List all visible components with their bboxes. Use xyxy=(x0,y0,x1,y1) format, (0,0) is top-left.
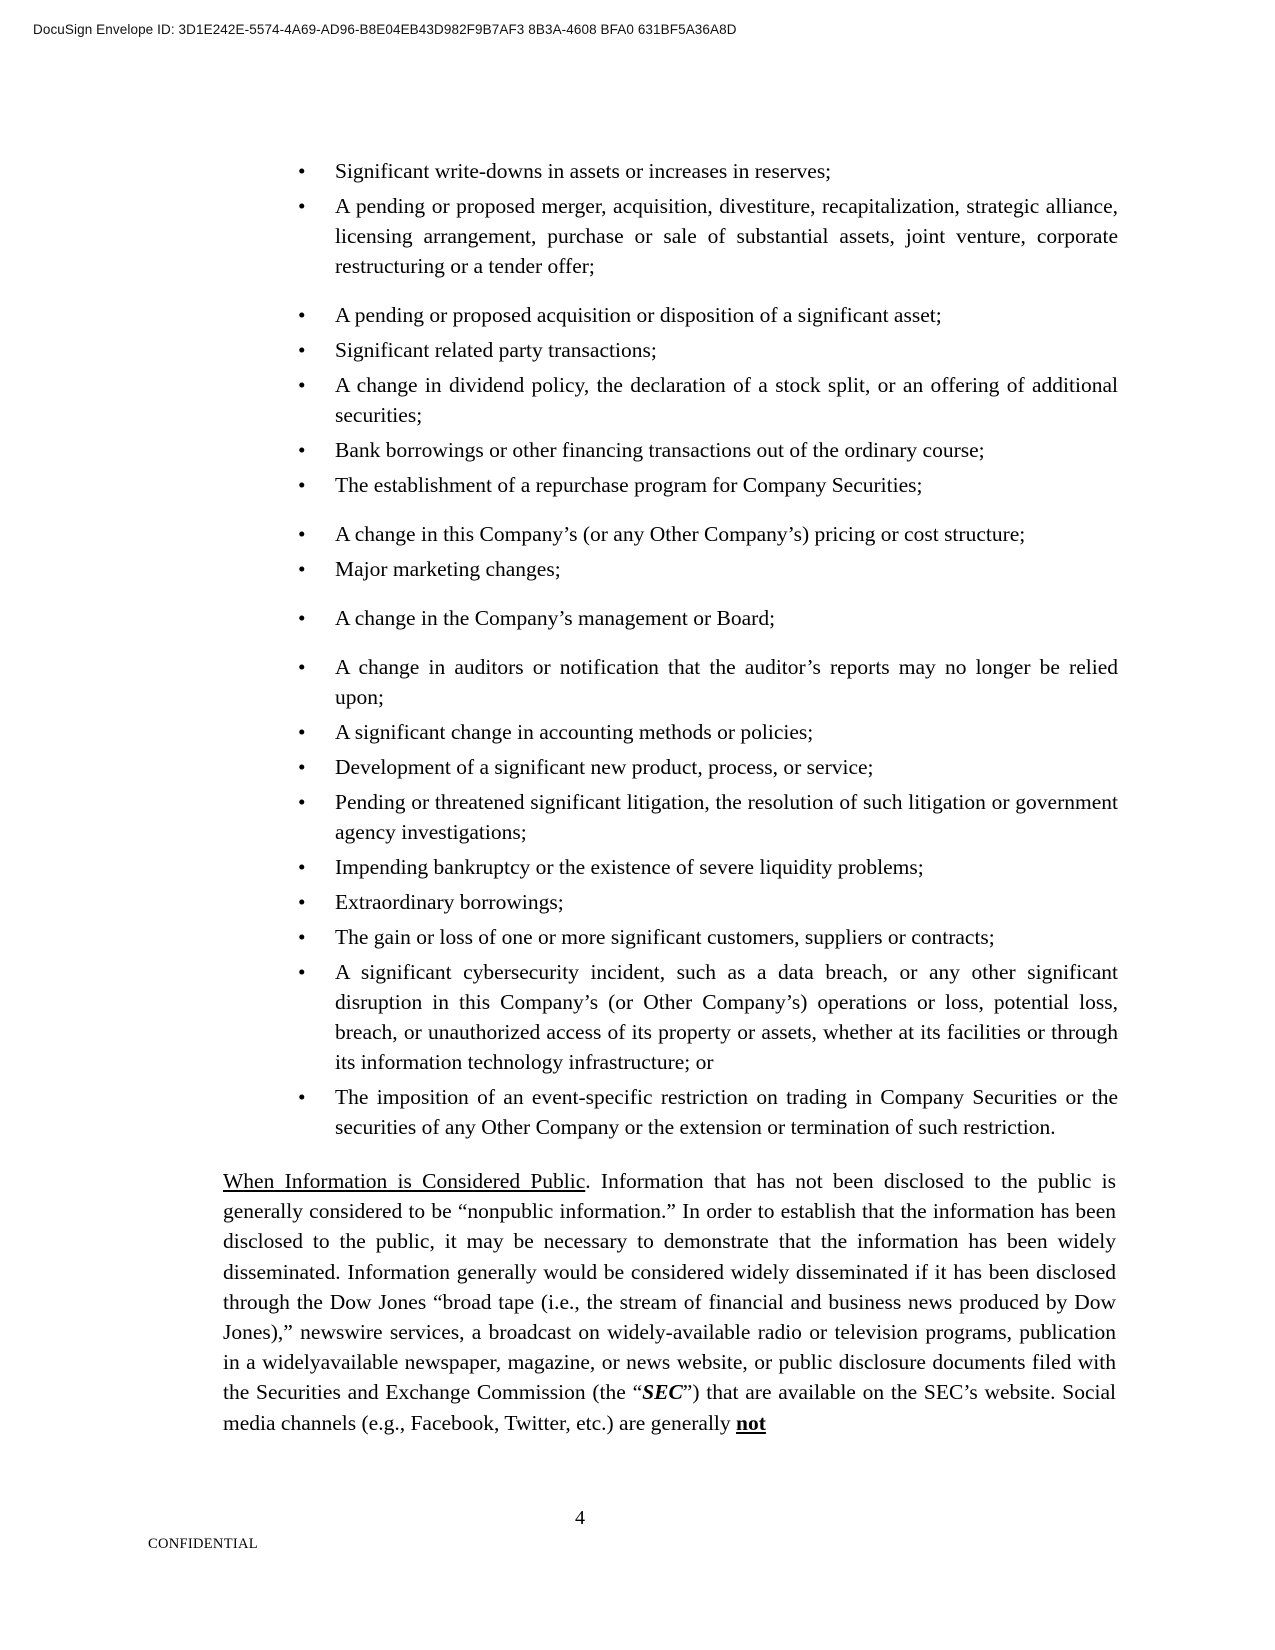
list-item: • The gain or loss of one or more significant customers, suppliers or contracts; xyxy=(298,922,1118,952)
confidential-label: CONFIDENTIAL xyxy=(148,1536,258,1552)
list-item: • Significant write-downs in assets or increases in reserves; xyxy=(298,156,1118,186)
list-item: • Extraordinary borrowings; xyxy=(298,887,1118,917)
list-item: • Bank borrowings or other financing transactions out of the ordinary course; xyxy=(298,435,1118,465)
list-item: • The imposition of an event-specific restriction on trading in Company Securities or the securities of any Other Company or the extension or termination of such restriction. xyxy=(298,1082,1118,1142)
list-item: • A change in auditors or notification that the auditor’s reports may no longer be relied upon; xyxy=(298,652,1118,712)
list-item: • Pending or threatened significant litigation, the resolution of such litigation or government agency investigations; xyxy=(298,787,1118,847)
list-item: • A significant cybersecurity incident, such as a data breach, or any other significant disruption in this Company’s (or Other Company’s) operations or loss, potential loss, breach, or unauthorized access of its property or assets, whether at its facilities or through its information technology infrastructure; or xyxy=(298,957,1118,1077)
list-item: • Development of a significant new product, process, or service; xyxy=(298,752,1118,782)
public-information-paragraph xyxy=(223,1166,1116,1438)
paragraph-text-continued: ”) that are available on the SEC’s website. Social media channels (e.g., Facebook, Twitter, etc.) are generally xyxy=(223,1380,1117,1435)
list-item: • A change in this Company’s (or any Other Company’s) pricing or cost structure; xyxy=(298,519,1118,549)
envelope-id-header: DocuSign Envelope ID: 3D1E242E-5574-4A69-AD96-B8E04EB43D982F9B7AF3 8B3A-4608 BFA0 631BF5A36A8D xyxy=(33,22,737,37)
emphasis-not: not xyxy=(736,1410,766,1435)
list-item: • Significant related party transactions; xyxy=(298,335,1118,365)
defined-term-sec: SEC xyxy=(642,1380,683,1405)
list-item: • A pending or proposed merger, acquisition, divestiture, recapitalization, strategic alliance, licensing arrangement, purchase or sale of substantial assets, joint venture, corporate restructuring or a tender offer; xyxy=(298,191,1118,281)
list-item: • A change in the Company’s management or Board; xyxy=(298,603,1118,633)
list-item: • A significant change in accounting methods or policies; xyxy=(298,717,1118,747)
list-item: • A pending or proposed acquisition or disposition of a significant asset; xyxy=(298,300,1118,330)
list-item: • The establishment of a repurchase program for Company Securities; xyxy=(298,470,1118,500)
list-item: • Impending bankruptcy or the existence of severe liquidity problems; xyxy=(298,852,1118,882)
material-information-list xyxy=(298,156,1118,1142)
page-number: 4 xyxy=(575,1507,585,1529)
section-heading: When Information is Considered Public xyxy=(223,1169,586,1193)
list-item: • Major marketing changes; xyxy=(298,554,1118,584)
list-item: • A change in dividend policy, the declaration of a stock split, or an offering of additional securities; xyxy=(298,370,1118,430)
paragraph-text: . Information that has not been disclosed to the public is generally considered to be “nonpublic information.” In order to establish that the information has been disclosed to the public, it may be necessary to demonstrate that the information has been widely disseminated. Information generally would be considered widely disseminated if it has been disclosed through the Dow Jones “broad tape (i.e., the stream of financial and business news produced by Dow Jones),” newswire services, a broadcast on widely-available radio or television programs, publication in a widelyavailable newspaper, magazine, or news website, or public disclosure documents filed with the Securities and Exchange Commission (the “ xyxy=(223,1169,1116,1405)
